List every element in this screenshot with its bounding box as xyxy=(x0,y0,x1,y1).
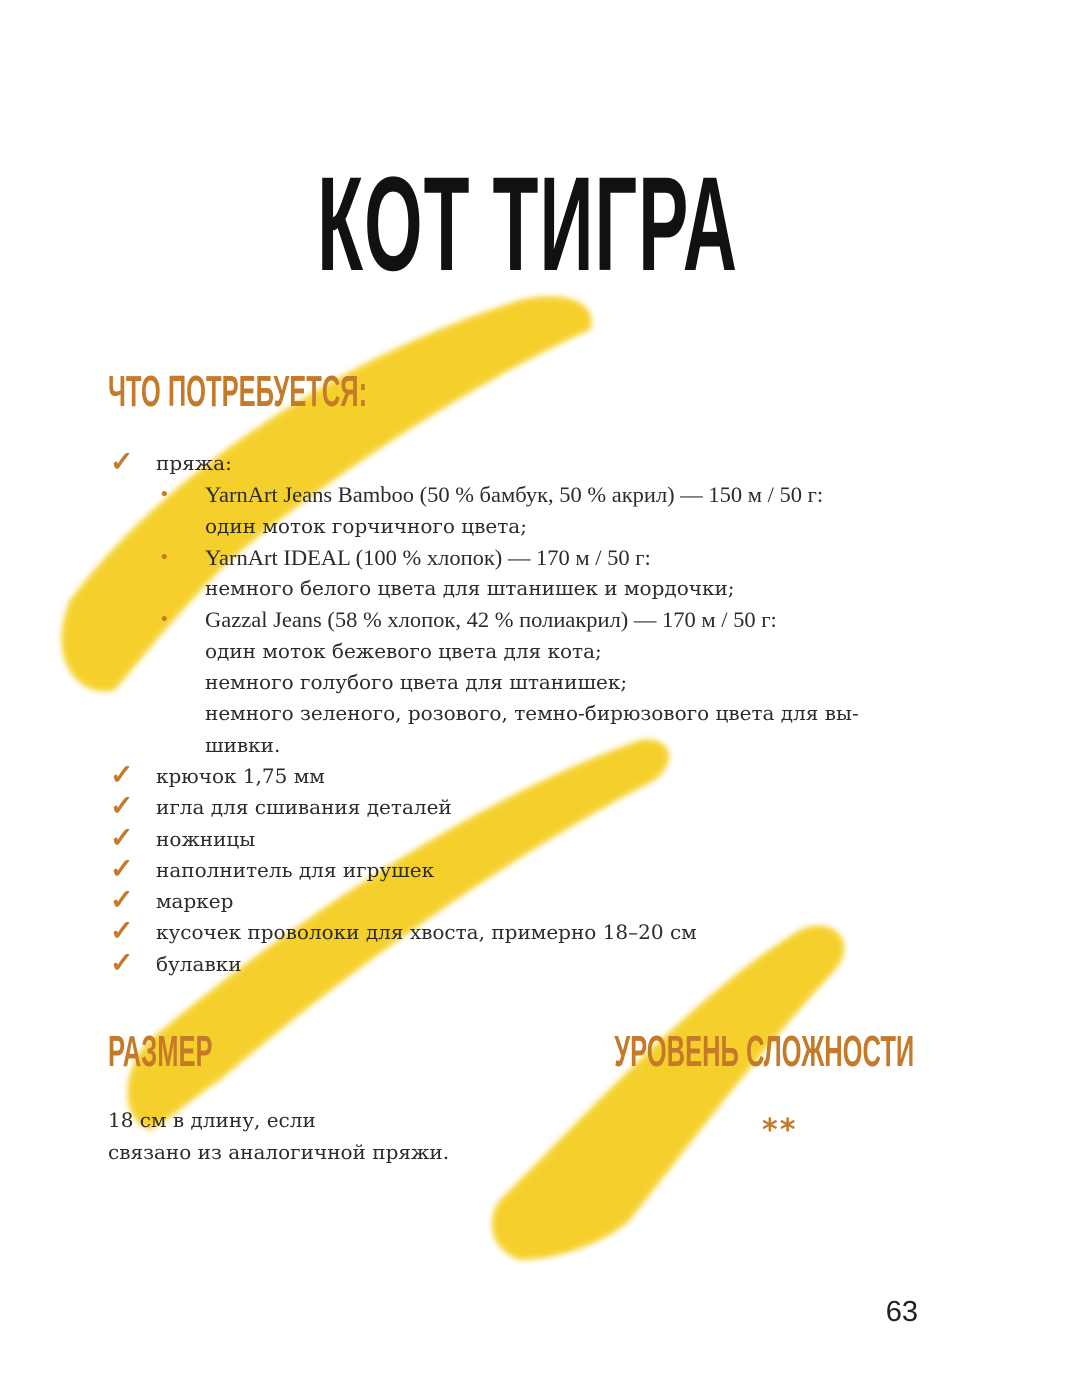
size-description xyxy=(108,1104,528,1168)
check-icon: ✓ xyxy=(110,945,134,979)
yarn-sublist xyxy=(108,479,928,761)
list-item xyxy=(108,851,928,886)
tool-label: кусочек проволоки для хвоста, примерно 18–20 см xyxy=(156,920,697,945)
yarn-head: Gazzal Jeans (58 % хлопок, 42 % полиакрил) — 170 м / 50 г: xyxy=(205,607,777,633)
page-number: 63 xyxy=(885,1296,918,1328)
list-item xyxy=(108,757,928,792)
tool-label: маркер xyxy=(156,889,234,914)
yarn-detail: один моток бежевого цвета для кота; xyxy=(205,638,602,663)
yarn-detail: шивки. xyxy=(205,732,281,757)
tool-label: ножницы xyxy=(156,826,256,851)
tool-label: игла для сшивания деталей xyxy=(156,795,452,820)
list-item xyxy=(108,914,928,948)
check-icon: ✓ xyxy=(110,820,134,854)
yarn-head: YarnArt Jeans Bamboo (50 % бамбук, 50 % акрил) — 150 м / 50 г: xyxy=(205,482,824,508)
tool-label: наполнитель для игрушек xyxy=(156,857,435,882)
yarn-detail: немного белого цвета для штанишек и мордочки; xyxy=(205,576,735,601)
list-item xyxy=(108,945,928,980)
materials-list xyxy=(108,445,928,980)
yarn-item xyxy=(159,604,928,760)
yarn-detail: немного зеленого, розового, темно-бирюзового цвета для вы- xyxy=(205,701,859,726)
yarn-detail: немного голубого цвета для штанишек; xyxy=(205,670,628,695)
check-icon: ✓ xyxy=(110,914,134,948)
list-item xyxy=(108,445,928,479)
size-heading: РАЗМЕР xyxy=(108,1027,213,1076)
size-line: связано из аналогичной пряжи. xyxy=(108,1140,450,1164)
size-line: 18 см в длину, если xyxy=(108,1108,316,1132)
bullet-icon: • xyxy=(159,546,170,568)
list-item xyxy=(108,883,928,917)
list-item xyxy=(108,820,928,855)
bullet-icon: • xyxy=(159,609,170,631)
check-icon: ✓ xyxy=(110,883,134,917)
difficulty-heading: УРОВЕНЬ СЛОЖНОСТИ xyxy=(613,1027,914,1076)
materials-heading: ЧТО ПОТРЕБУЕТСЯ: xyxy=(108,367,368,416)
check-icon: ✓ xyxy=(110,851,134,885)
page-title: КОТ ТИГРА xyxy=(317,150,739,299)
difficulty-rating: ** xyxy=(762,1113,798,1148)
yarn-item xyxy=(159,542,928,605)
tool-label: булавки xyxy=(156,951,242,976)
yarn-head: YarnArt IDEAL (100 % хлопок) — 170 м / 50 г: xyxy=(205,544,651,570)
yarn-detail: один моток горчичного цвета; xyxy=(205,513,527,538)
check-icon: ✓ xyxy=(110,445,134,478)
tool-label: крючок 1,75 мм xyxy=(156,763,325,788)
check-icon: ✓ xyxy=(110,789,134,823)
list-item xyxy=(108,789,928,823)
bullet-icon: • xyxy=(159,484,170,506)
check-icon: ✓ xyxy=(110,757,134,791)
yarn-item xyxy=(159,479,928,542)
yarn-label: пряжа: xyxy=(156,451,232,475)
